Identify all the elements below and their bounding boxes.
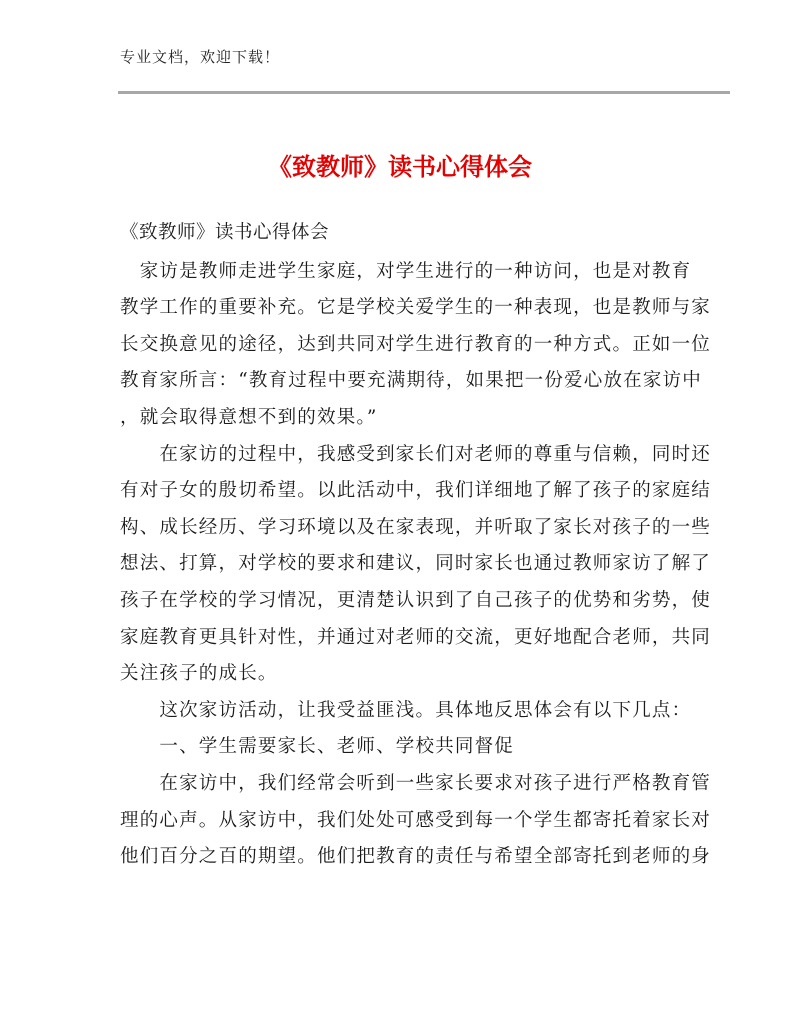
paragraph-line: ，就会取得意想不到的效果。” <box>120 406 378 428</box>
paragraph-line: 想法、打算，对学校的要求和建议，同时家长也通过教师家访了解了 <box>120 553 712 575</box>
paragraph-line: 长交换意见的途径，达到共同对学生进行教育的一种方式。正如一位 <box>120 333 712 355</box>
document-body <box>120 215 712 876</box>
paragraph-line: 在家访的过程中，我感受到家长们对老师的尊重与信赖，同时还 <box>120 443 712 465</box>
header-note: 专业文档，欢迎下载！ <box>120 48 281 66</box>
paragraph-line: 孩子在学校的学习情况，更清楚认识到了自己孩子的优势和劣势，使 <box>120 589 712 611</box>
header-divider <box>118 91 730 94</box>
paragraph-line: 在家访中，我们经常会听到一些家长要求对孩子进行严格教育管 <box>120 772 712 794</box>
paragraph-line: 有对子女的殷切希望。以此活动中，我们详细地了解了孩子的家庭结 <box>120 480 712 502</box>
paragraph-line: 教学工作的重要补充。它是学校关爱学生的一种表现，也是教师与家 <box>120 297 712 319</box>
paragraph-line: 构、成长经历、学习环境以及在家表现，并听取了家长对孩子的一些 <box>120 516 712 538</box>
document-title: 《致教师》读书心得体会 <box>268 153 532 181</box>
paragraph-line: 家访是教师走进学生家庭，对学生进行的一种访问，也是对教育 <box>120 260 692 282</box>
paragraph-line: 他们百分之百的期望。他们把教育的责任与希望全部寄托到老师的身 <box>120 846 712 868</box>
body-subtitle: 《致教师》读书心得体会 <box>120 222 330 243</box>
paragraph-line: 家庭教育更具针对性，并通过对老师的交流，更好地配合老师，共同 <box>120 626 712 648</box>
paragraph-line: 教育家所言：“教育过程中要充满期待，如果把一份爱心放在家访中 <box>120 370 702 392</box>
paragraph-line: 关注孩子的成长。 <box>120 663 278 685</box>
paragraph-line: 理的心声。从家访中，我们处处可感受到每一个学生都寄托着家长对 <box>120 809 712 831</box>
paragraph-line: 这次家访活动，让我受益匪浅。具体地反思体会有以下几点： <box>120 699 692 721</box>
section-heading: 一、学生需要家长、老师、学校共同督促 <box>120 736 515 758</box>
